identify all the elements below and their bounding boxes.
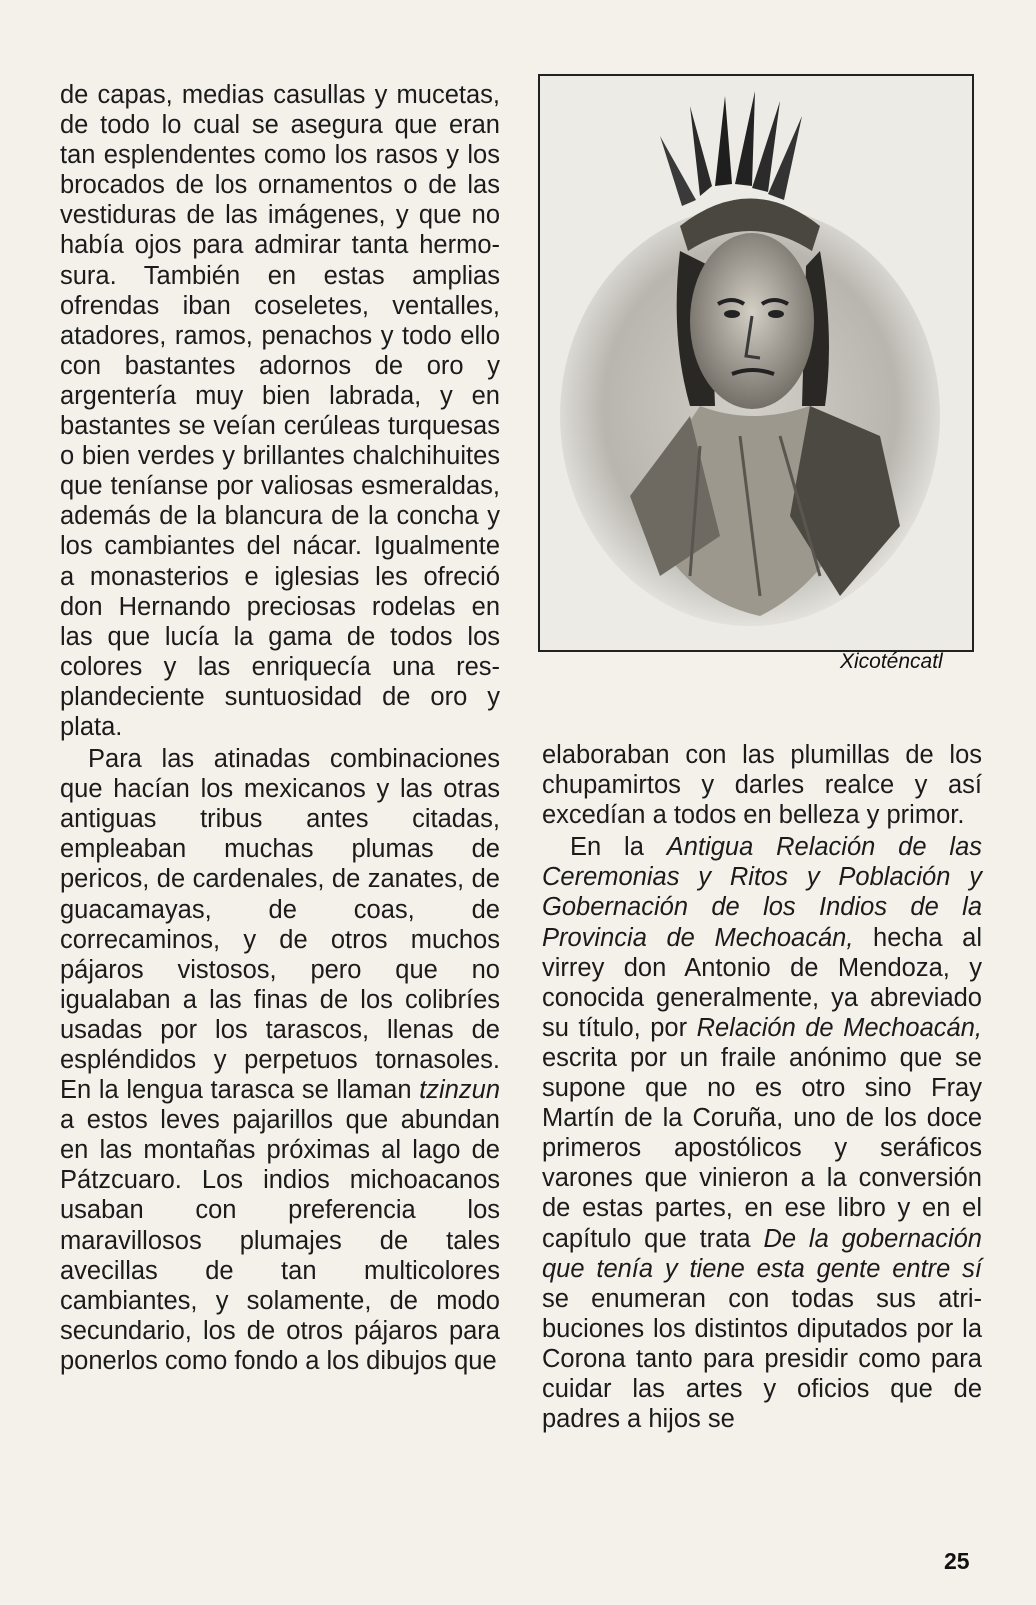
portrait-illustration bbox=[540, 76, 972, 650]
italic-term: tzinzun bbox=[419, 1076, 500, 1105]
paragraph-text: elaboraban con las plumillas de los chupamirtos y darles realce y así excedían a todos en belleza y primor. bbox=[542, 741, 982, 830]
right-column bbox=[542, 740, 982, 1434]
italic-title: Relación de Mechoacán, bbox=[696, 1013, 982, 1042]
italic-title: De la gobernación que tenía y tiene esta gente entre sí bbox=[542, 1224, 982, 1283]
figure-caption: Xicoténcatl bbox=[840, 650, 943, 673]
paragraph-text: escrita por un fraile anónimo que se supone que no es otro sino Fray Martín de la Coruña, uno de los doce primeros apostólicos y seráficos varones que vinieron a la conversión de estas partes, en ese libro y en el capítulo que trata bbox=[542, 1043, 982, 1253]
paragraph-text: En la bbox=[570, 833, 644, 862]
italic-title: Antigua Relación de las Ceremonias y Ritos y Población y Gobernación de los Indios de la Provincia de Mechoacán, bbox=[542, 833, 982, 952]
portrait-figure bbox=[538, 74, 974, 652]
paragraph bbox=[60, 744, 500, 1376]
paragraph-text: hecha al virrey don Antonio de Mendoza, y conocida generalmente, ya abreviado su título, por bbox=[542, 923, 982, 1042]
paragraph bbox=[542, 832, 982, 1434]
page-number: 25 bbox=[944, 1548, 970, 1574]
left-column bbox=[60, 80, 500, 1376]
paragraph bbox=[60, 80, 500, 742]
paragraph-text: se enumeran con todas sus atribuciones los distintos diputados por la Corona tanto para presidir como para cuidar las artes y oficios que de padres a hijos se bbox=[542, 1284, 982, 1434]
paragraph-text: a estos leves pajarillos que abundan en las montañas próximas al lago de Pátzcuaro. Los indios michoacanos usaban con preferencia los maravillosos plumajes de tales avecillas de tan multicolores cambiantes, y solamente, de modo secundario, los de otros pájaros para ponerlos como fondo a los dibujos que bbox=[60, 1106, 500, 1375]
paragraph-text: Para las atinadas combinaciones que hacían los mexicanos y las otras antiguas tribus antes citadas, empleaban muchas plumas de pericos, de cardenales, de zanates, de guacamayas, de coas, de correcaminos, y de otros muchos pájaros vistosos, pero que no igualaban a las finas de los colibríes usadas por los tarascos, llenas de espléndidos y perpetuos tornasoles. En la lengua tarasca se llaman bbox=[60, 745, 500, 1105]
paragraph-text: de capas, medias casullas y mucetas, de todo lo cual se asegura que eran tan esplendentes como los rasos y los brocados de los ornamentos o de las vestiduras de las imágenes, y que no había ojos para admirar tanta hermosura. También en estas amplias ofrendas iban coseletes, ventalles, atadores, ramos, penachos y todo ello con bastantes adornos de oro y argentería muy bien labrada, y en bastantes se veían cerúleas turquesas o bien verdes y brillantes chalchihuites que teníanse por valiosas esmeraldas, además de la blancura de la concha y los cambiantes del nácar. Igualmente a monasterios e iglesias les ofreció don Hernando preciosas rodelas en las que lucía la gama de todos los colores y las enriquecía una resplandeciente suntuosidad de oro y plata. bbox=[60, 81, 500, 741]
paragraph bbox=[542, 740, 982, 830]
